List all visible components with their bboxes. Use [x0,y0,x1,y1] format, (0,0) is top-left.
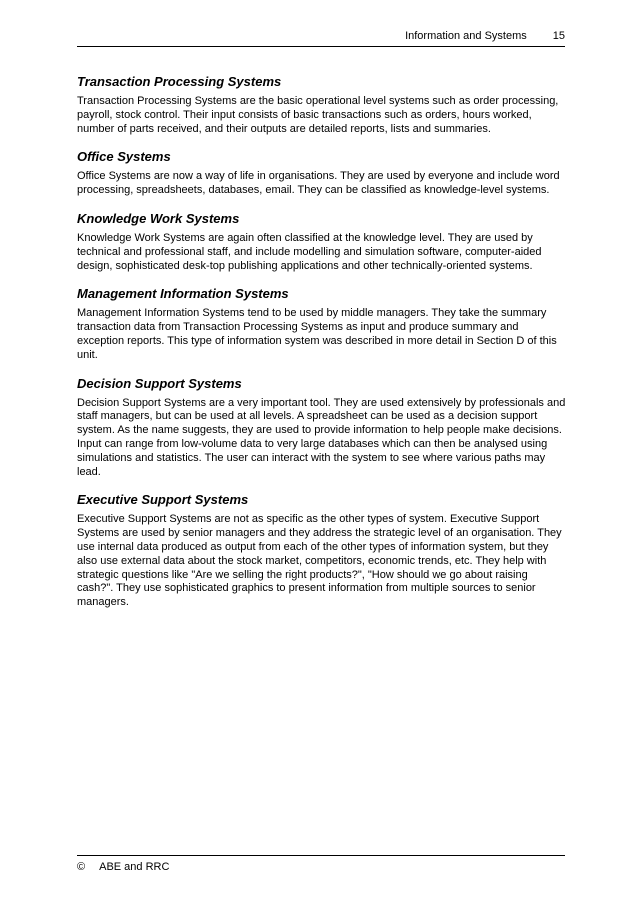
running-title: Information and Systems [405,30,527,42]
section-paragraph: Transaction Processing Systems are the basic operational level systems such as order processing, payroll, stock control. Their input consists of basic transactions such as orders, hours worked, number of parts received, and their outputs are detailed reports, lists and summaries. [77,95,559,135]
section-decision-support [77,376,567,480]
section-office-systems [77,149,567,198]
section-transaction-processing [77,74,567,136]
copyright-icon: © [77,861,86,873]
section-heading: Executive Support Systems [77,492,249,508]
section-executive-support [77,492,567,610]
section-heading: Management Information Systems [77,286,289,302]
section-paragraph: Decision Support Systems are a very important tool. They are used extensively by professionals and staff managers, but can be used at all levels. A spreadsheet can be used as a decision support system. As the name suggests, they are used to provide information to help people make decisions. Input can range from low-volume data to very large databases which can then be analysed using simulations and statistics. The user can interact with the system to see where various paths may lead. [77,396,566,478]
page-footer [77,855,565,873]
section-heading: Knowledge Work Systems [77,210,240,226]
document-body [77,74,567,623]
section-paragraph: Knowledge Work Systems are again often classified at the knowledge level. They are used by technical and professional staff, and include modelling and simulation software, computer-aided design, sophisticated desk-top publishing applications and other technically-oriented systems. [77,231,542,272]
section-heading: Decision Support Systems [77,375,242,391]
page-number: 15 [552,30,565,42]
section-management-information [77,286,567,362]
section-paragraph: Management Information Systems tend to be used by middle managers. They take the summary transaction data from Transaction Processing Systems as input and produce summary and exception reports. This type of information system was described in more detail in Section D of this unit. [77,307,557,361]
section-paragraph: Office Systems are now a way of life in organisations. They are used by everyone and include word processing, spreadsheets, databases, email. They can be classified as knowledge-level systems. [77,170,560,197]
section-heading: Transaction Processing Systems [77,74,282,89]
page-header [77,30,565,47]
section-paragraph: Executive Support Systems are not as specific as the other types of system. Executive Support Systems are used by senior managers and they address the strategic level of an organisation. They use internal data produced as output from each of the other types of information system, but they also use external data about the stock market, competitors, economic trends, etc. They help with strategic questions like "Are we selling the right products?", "How should we go about raising cash?". They use sophisticated graphics to present information from multiple sources to senior managers. [77,513,562,609]
section-knowledge-work [77,211,567,273]
section-heading: Office Systems [77,149,171,165]
publisher-name: ABE and RRC [99,861,170,873]
